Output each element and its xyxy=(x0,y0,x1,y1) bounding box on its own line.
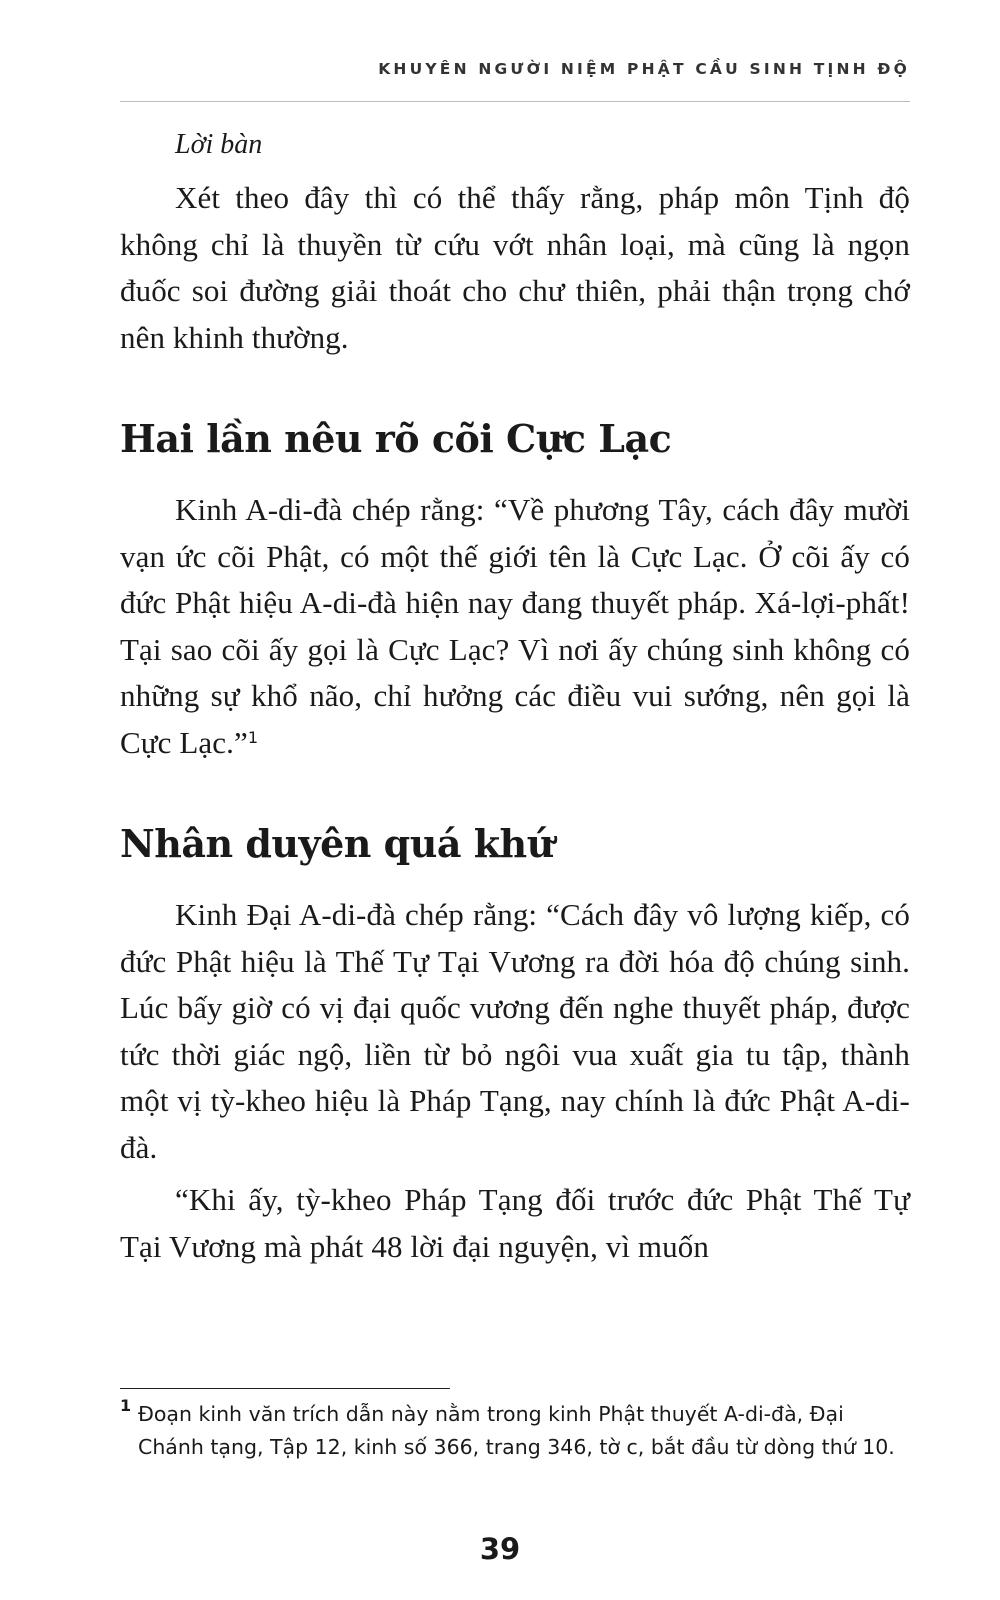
section1-text: Kinh A-di-đà chép rằng: “Về phương Tây, cách đây mười vạn ức cõi Phật, có một thế giới tên là Cực Lạc. Ở cõi ấy có đức Phật hiệu A-di-đà hiện nay đang thuyết pháp. Xá-lợi-phất! Tại sao cõi ấy gọi là Cực Lạc? Vì nơi ấy chúng sinh không có những sự khổ não, chỉ hưởng các điều vui sướng, nên gọi là Cực Lạc.” xyxy=(120,492,910,760)
section2-paragraph: Kinh Đại A-di-đà chép rằng: “Cách đây vô lượng kiếp, có đức Phật hiệu là Thế Tự Tại Vương ra đời hóa độ chúng sinh. Lúc bấy giờ có vị đại quốc vương đến nghe thuyết pháp, được tức thời giác ngộ, liền từ bỏ ngôi vua xuất gia tu tập, thành một vị tỳ-kheo hiệu là Pháp Tạng, nay chính là đức Phật A-di-đà. xyxy=(120,897,910,1165)
section2-paragraph: “Khi ấy, tỳ-kheo Pháp Tạng đối trước đức Phật Thế Tự Tại Vương mà phát 48 lời đại nguyện, vì muốn xyxy=(120,1182,910,1264)
page-body xyxy=(120,127,910,1270)
section-title-nhan-duyen: Nhân duyên quá khứ xyxy=(120,821,554,866)
commentary-paragraph: Xét theo đây thì có thể thấy rằng, pháp môn Tịnh độ không chỉ là thuyền từ cứu vớt nhân loại, mà cũng là ngọn đuốc soi đường giải thoát cho chư thiên, phải thận trọng chớ nên khinh thường. xyxy=(120,180,910,355)
commentary-label: Lời bàn xyxy=(175,129,263,160)
footnote-number: 1 xyxy=(120,1396,132,1415)
header-divider xyxy=(120,101,910,102)
section-title-cuc-lac: Hai lần nêu rõ cõi Cực Lạc xyxy=(120,416,672,461)
footnote-text: Đoạn kinh văn trích dẫn này nằm trong kinh Phật thuyết A-di-đà, Đại Chánh tạng, Tập 12, kinh số 366, trang 346, tờ c, bắt đầu từ dòng thứ 10. xyxy=(138,1402,895,1459)
footnote-reference[interactable]: 1 xyxy=(247,727,259,747)
running-header: KHUYÊN NGƯỜI NIỆM PHẬT CẦU SINH TỊNH ĐỘ xyxy=(378,60,910,78)
footnote xyxy=(120,1398,915,1464)
footnote-divider xyxy=(120,1388,450,1389)
section1-paragraph xyxy=(120,487,910,766)
page-number: 39 xyxy=(479,1532,521,1566)
